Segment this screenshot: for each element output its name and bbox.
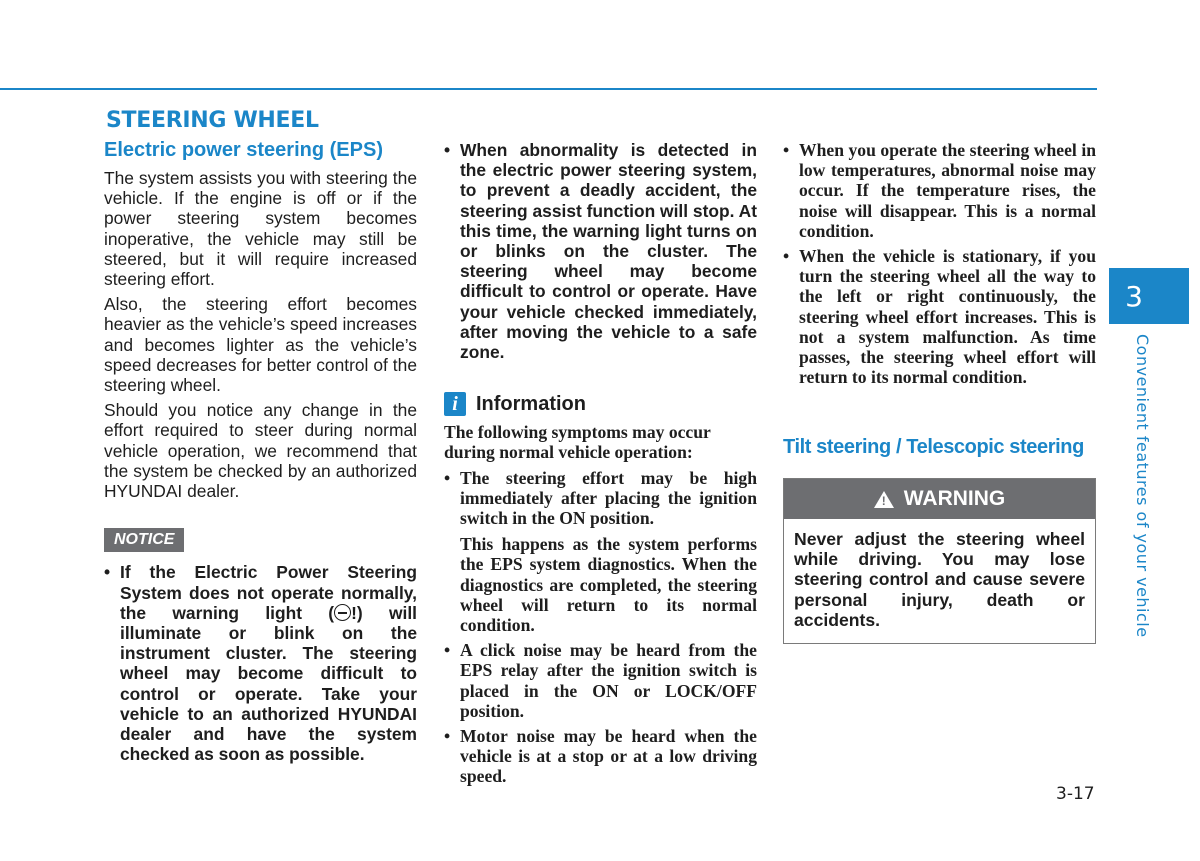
notice-text-cont: ) will illuminate or blink on the instrument cluster. The steering wheel may become difficult to control or operate. Take your vehicle to an authorized HYUNDAI dealer and have the system checked as soon as possible. — [120, 602, 417, 765]
abnormality-list — [444, 140, 757, 362]
notice-text: If the Electric Power Steering System does not operate normally, the warning light ( — [120, 562, 417, 623]
info-intro: The following symptoms may occur during normal vehicle operation: — [444, 422, 711, 463]
info-item — [444, 726, 757, 787]
warning-header — [784, 479, 1095, 519]
abnormality-item: • When abnormality is detected in the electric power steering system, to prevent a deadly accident, the steering assist function will stop. At this time, the warning light turns on or blinks on the cluster. The steering wheel may become difficult to control or operate. Have your vehicle checked immediately, after moving the vehicle to a safe zone. — [444, 140, 757, 362]
header-rule — [0, 88, 1097, 90]
info-item — [444, 468, 757, 636]
info-item — [444, 640, 757, 721]
column-1 — [104, 138, 417, 769]
symptom-item: • When you operate the steering wheel in low temperatures, abnormal noise may occur. If the temperature rises, the noise will disappear. This is a normal condition. — [783, 140, 1096, 241]
eps-subheading: Electric power steering (EPS) — [104, 139, 383, 161]
page-number: 3-17 — [1056, 784, 1095, 804]
information-header — [444, 392, 757, 416]
section-title: STEERING WHEEL — [106, 108, 319, 133]
warning-box — [783, 478, 1096, 644]
warning-text: Never adjust the steering wheel while driving. You may lose steering control and cause severe personal injury, death or accidents. — [794, 529, 1085, 630]
column-2 — [444, 140, 757, 792]
notice-badge: NOTICE — [104, 528, 184, 552]
info-item-text: • The steering effort may be high immediately after placing the ignition switch in the ON position. — [460, 467, 757, 529]
info-item-text: • A click noise may be heard from the EPS relay after the ignition switch is placed in the ON or LOCK/OFF position. — [460, 640, 757, 721]
info-item-cont: This happens as the system performs the EPS system diagnostics. When the diagnostics are completed, the steering wheel will return to its normal condition. — [460, 534, 757, 636]
symptom-item: • When the vehicle is stationary, if you turn the steering wheel all the way to the left or right continuously, the steering wheel effort increases. This is not a system malfunction. As time passes, the steering wheel effort will return to its normal condition. — [783, 246, 1096, 387]
tilt-telescopic-heading: Tilt steering / Telescopic steering — [783, 436, 1084, 458]
notice-list — [104, 562, 417, 764]
column-3 — [783, 140, 1096, 392]
information-title: Information — [476, 393, 586, 416]
notice-icon-suffix: ! — [351, 602, 357, 623]
paragraph: Also, the steering effort becomes heavier as the vehicle’s speed increases and becomes lighter as the vehicle’s speed decreases for better control of the steering wheel. — [104, 294, 417, 396]
symptom-list-cont — [783, 140, 1096, 387]
paragraph: Should you notice any change in the effort required to steer during normal vehicle operation, we recommend that the system be checked by an authorized HYUNDAI dealer. — [104, 400, 417, 502]
warning-triangle-icon: ! — [874, 491, 894, 508]
eps-warning-light-icon — [334, 604, 351, 621]
paragraph: The system assists you with steering the vehicle. If the engine is off or if the power steering system becomes inoperative, the vehicle may still be steered, but it will require increased steering effort. — [104, 168, 417, 290]
chapter-tab: 3 — [1109, 268, 1189, 324]
warning-label: WARNING — [903, 487, 1006, 510]
chapter-title: Convenient features of your vehicle — [1133, 334, 1152, 638]
info-item-text: • Motor noise may be heard when the vehicle is at a stop or at a low driving speed. — [460, 726, 757, 787]
info-icon: i — [444, 392, 466, 416]
info-list — [444, 468, 757, 787]
notice-item — [104, 562, 417, 764]
